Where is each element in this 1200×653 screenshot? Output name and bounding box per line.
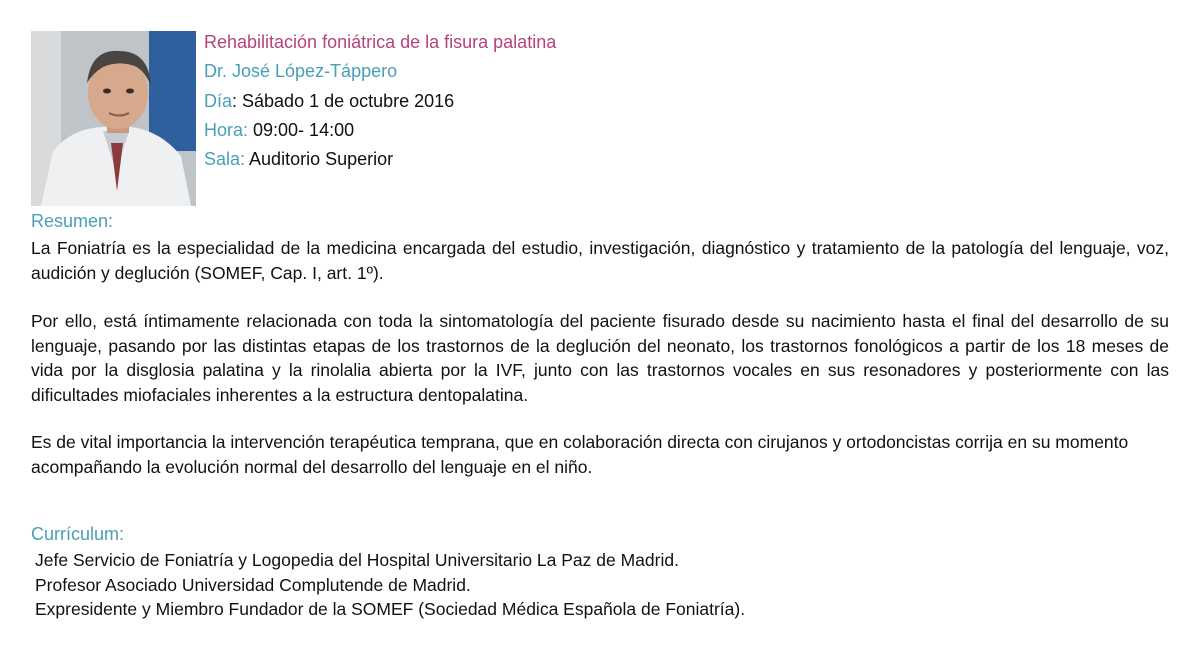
room-label: Sala:: [204, 149, 246, 170]
session-day: [204, 87, 556, 116]
summary-label: Resumen:: [31, 211, 114, 231]
time-label: Hora:: [204, 119, 249, 140]
curriculum-item: Profesor Asociado Universidad Complutende de Madrid.: [35, 575, 471, 595]
curriculum-item: Jefe Servicio de Foniatría y Logopedia del Hospital Universitario La Paz de Madrid.: [35, 550, 679, 570]
day-value: : Sábado 1 de octubre 2016: [232, 90, 455, 111]
summary-paragraph: Por ello, está íntimamente relacionada con toda la sintomatología del paciente fisurado desde su nacimiento hasta el final del desarrollo de su lenguaje, pasando por las distintas etapas de los trastornos de la deglución del neonato, los trastornos fonológicos a partir de los 18 meses de vida por la disglosia palatina y la rinolalia abierta por la IVF, junto con las trastornos vocales en sus resonadores y posteriormente con las dificultades miofaciales inherentes a la estructura dentopalatina.: [31, 311, 1169, 405]
session-info: [204, 28, 556, 174]
speaker-photo: [31, 31, 196, 206]
day-label: Día: [204, 90, 233, 111]
speaker-portrait-image: [31, 31, 196, 206]
curriculum-item: Expresidente y Miembro Fundador de la SOMEF (Sociedad Médica Española de Foniatría).: [35, 599, 746, 619]
time-value: 09:00- 14:00: [248, 119, 355, 140]
session-room: [204, 145, 556, 174]
curriculum-label: Currículum:: [31, 524, 125, 544]
session-time: [204, 116, 556, 145]
summary-paragraph: La Foniatría es la especialidad de la medicina encargada del estudio, investigación, diagnóstico y tratamiento de la patología del lenguaje, voz, audición y deglución (SOMEF, Cap. I, art. 1º).: [31, 238, 1169, 283]
room-value: Auditorio Superior: [245, 149, 394, 170]
speaker-name: Dr. José López-Táppero: [204, 61, 398, 82]
summary-paragraph: Es de vital importancia la intervención terapéutica temprana, que en colaboración directa con cirujanos y ortodoncistas corrija en su momento acompañando la evolución normal del desarrollo del lenguaje en el niño.: [31, 432, 1129, 477]
session-title: Rehabilitación foniátrica de la fisura palatina: [204, 32, 557, 52]
